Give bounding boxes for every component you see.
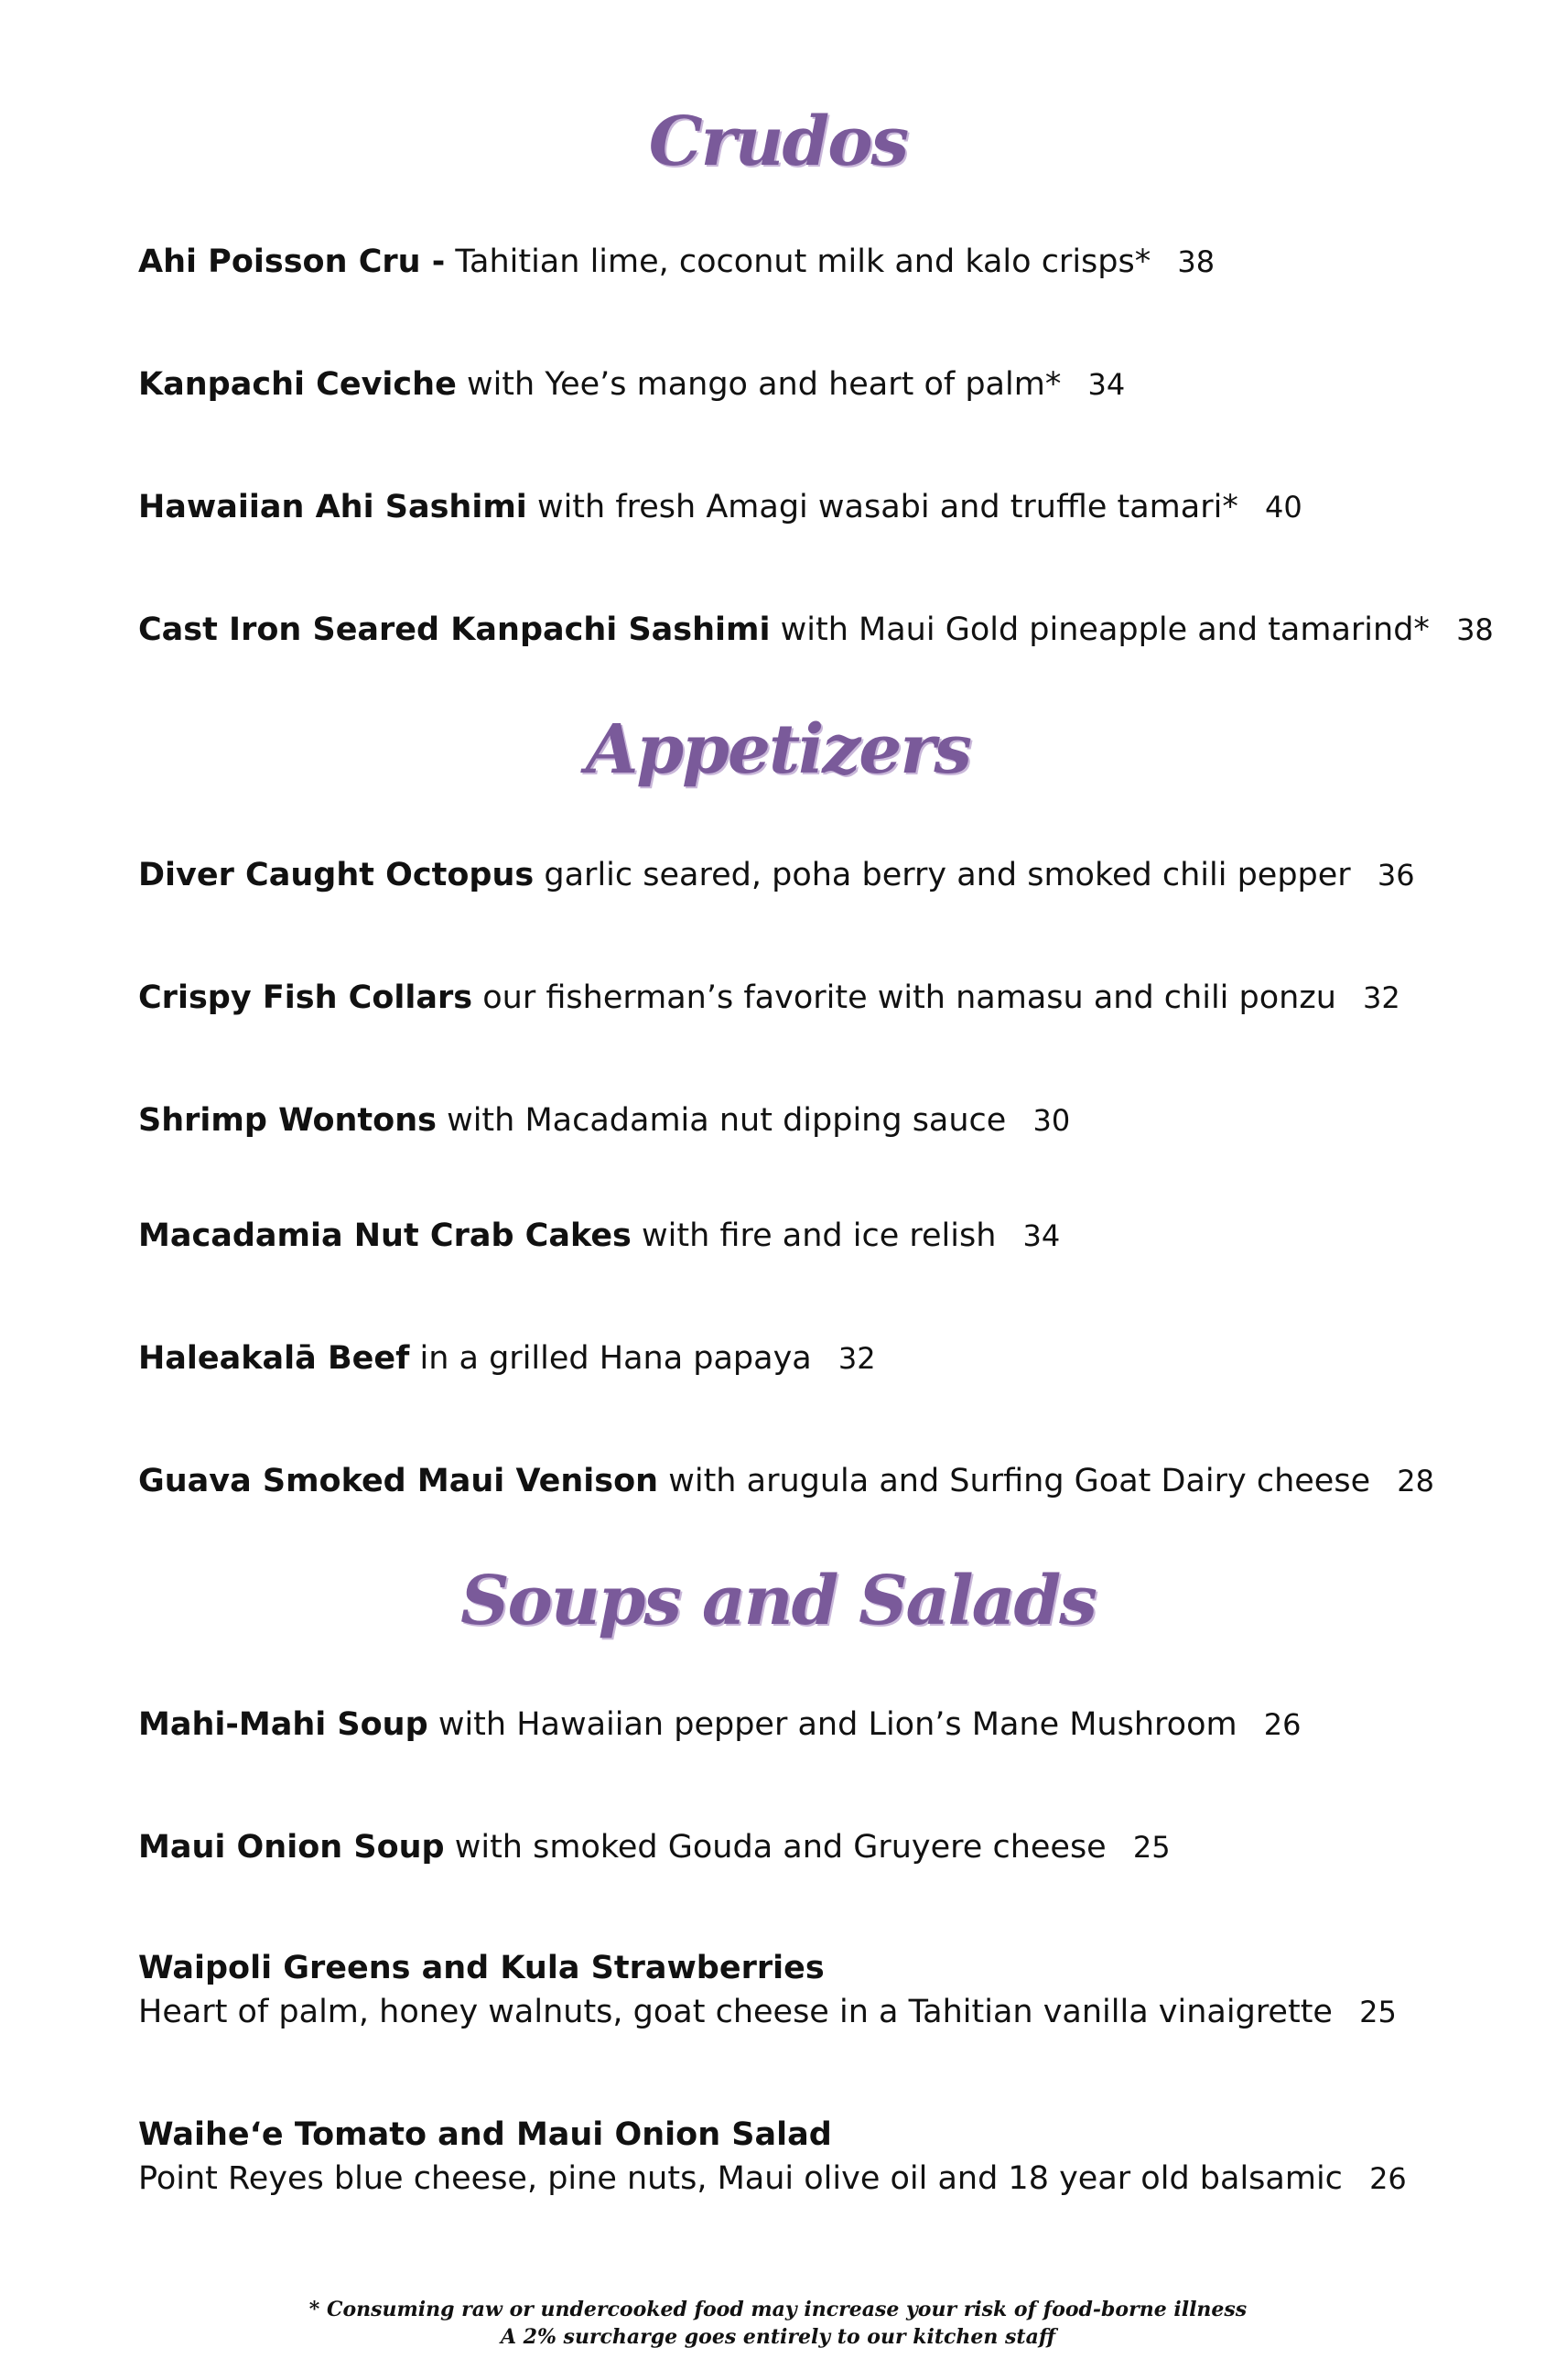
menu-item-shrimp-wontons bbox=[138, 1098, 1070, 1142]
menu-item-kanpachi-ceviche bbox=[138, 362, 1125, 406]
item-name: Haleakalā Beef bbox=[138, 1340, 410, 1377]
item-description: Heart of palm, honey walnuts, goat cheese in a Tahitian vanilla vinaigrette bbox=[138, 1994, 1333, 2030]
item-name: Shrimp Wontons bbox=[138, 1102, 437, 1139]
item-price: 36 bbox=[1377, 858, 1415, 892]
item-description: in a grilled Hana papaya bbox=[419, 1340, 812, 1377]
item-price: 26 bbox=[1369, 2161, 1407, 2196]
item-name: Maui Onion Soup bbox=[138, 1829, 445, 1866]
item-description: Tahitian lime, coconut milk and kalo crisps* bbox=[455, 243, 1151, 280]
menu-item-hawaiian-ahi-sashimi bbox=[138, 485, 1302, 529]
menu-item-maui-onion-soup bbox=[138, 1825, 1171, 1869]
item-description: with fire and ice relish bbox=[642, 1217, 997, 1254]
menu-item-ahi-poisson-cru bbox=[138, 240, 1215, 284]
footer-notice bbox=[0, 2296, 1556, 2351]
item-price: 40 bbox=[1264, 490, 1302, 525]
menu-item-macadamia-nut-crab-cakes bbox=[138, 1214, 1060, 1258]
section-title-crudos: Crudos bbox=[648, 103, 908, 181]
item-price: 38 bbox=[1456, 612, 1494, 647]
menu-item-guava-smoked-maui-venison bbox=[138, 1459, 1434, 1503]
item-description: with smoked Gouda and Gruyere cheese bbox=[454, 1829, 1107, 1866]
item-name: Cast Iron Seared Kanpachi Sashimi bbox=[138, 611, 771, 648]
footer-surcharge-note: A 2% surcharge goes entirely to our kitchen staff bbox=[500, 2325, 1056, 2349]
section-title-appetizers: Appetizers bbox=[585, 710, 971, 789]
item-name: Diver Caught Octopus bbox=[138, 857, 535, 893]
item-description: garlic seared, poha berry and smoked chili pepper bbox=[544, 857, 1351, 893]
item-description: with Yee’s mango and heart of palm* bbox=[466, 366, 1062, 403]
item-description: with fresh Amagi wasabi and truffle tamari* bbox=[536, 489, 1238, 525]
item-name: Kanpachi Ceviche bbox=[138, 366, 457, 403]
footer-raw-food-warning: * Consuming raw or undercooked food may increase your risk of food-borne illness bbox=[308, 2298, 1248, 2321]
item-price: 26 bbox=[1263, 1707, 1302, 1742]
item-description: with Macadamia nut dipping sauce bbox=[447, 1102, 1007, 1139]
menu-item-crispy-fish-collars bbox=[138, 976, 1400, 1020]
menu-item-cast-iron-seared-kanpachi bbox=[138, 608, 1494, 652]
item-price: 38 bbox=[1177, 244, 1216, 279]
menu-item-waipoli-greens bbox=[138, 1946, 1397, 2034]
item-price: 30 bbox=[1032, 1103, 1071, 1138]
item-price: 32 bbox=[1363, 980, 1400, 1015]
item-name: Hawaiian Ahi Sashimi bbox=[138, 489, 527, 525]
item-name: Macadamia Nut Crab Cakes bbox=[138, 1217, 632, 1254]
item-description: Point Reyes blue cheese, pine nuts, Maui olive oil and 18 year old balsamic bbox=[138, 2160, 1343, 2197]
item-name: Guava Smoked Maui Venison bbox=[138, 1463, 659, 1499]
item-description: our fisherman’s favorite with namasu and chili ponzu bbox=[482, 979, 1336, 1016]
item-price: 34 bbox=[1087, 367, 1126, 402]
menu-item-haleakala-beef bbox=[138, 1336, 876, 1380]
item-description: with arugula and Surfing Goat Dairy cheese bbox=[668, 1463, 1371, 1499]
menu-item-mahi-mahi-soup bbox=[138, 1703, 1301, 1747]
item-description: with Maui Gold pineapple and tamarind* bbox=[780, 611, 1430, 648]
item-name: Waipoli Greens and Kula Strawberries bbox=[138, 1950, 825, 1986]
item-description: with Hawaiian pepper and Lion’s Mane Mushroom bbox=[438, 1706, 1237, 1743]
item-name: Waihe‘e Tomato and Maui Onion Salad bbox=[138, 2116, 832, 2153]
item-name: Ahi Poisson Cru - bbox=[138, 243, 446, 280]
item-price: 32 bbox=[837, 1341, 876, 1376]
menu-item-waihee-tomato-salad bbox=[138, 2113, 1407, 2201]
item-name: Crispy Fish Collars bbox=[138, 979, 473, 1016]
item-name: Mahi-Mahi Soup bbox=[138, 1706, 428, 1743]
item-price: 25 bbox=[1359, 1995, 1397, 2029]
section-title-soups-and-salads: Soups and Salads bbox=[460, 1562, 1096, 1640]
menu-item-diver-caught-octopus bbox=[138, 853, 1415, 897]
item-price: 34 bbox=[1022, 1218, 1061, 1253]
item-price: 25 bbox=[1132, 1830, 1171, 1865]
item-price: 28 bbox=[1397, 1464, 1434, 1498]
